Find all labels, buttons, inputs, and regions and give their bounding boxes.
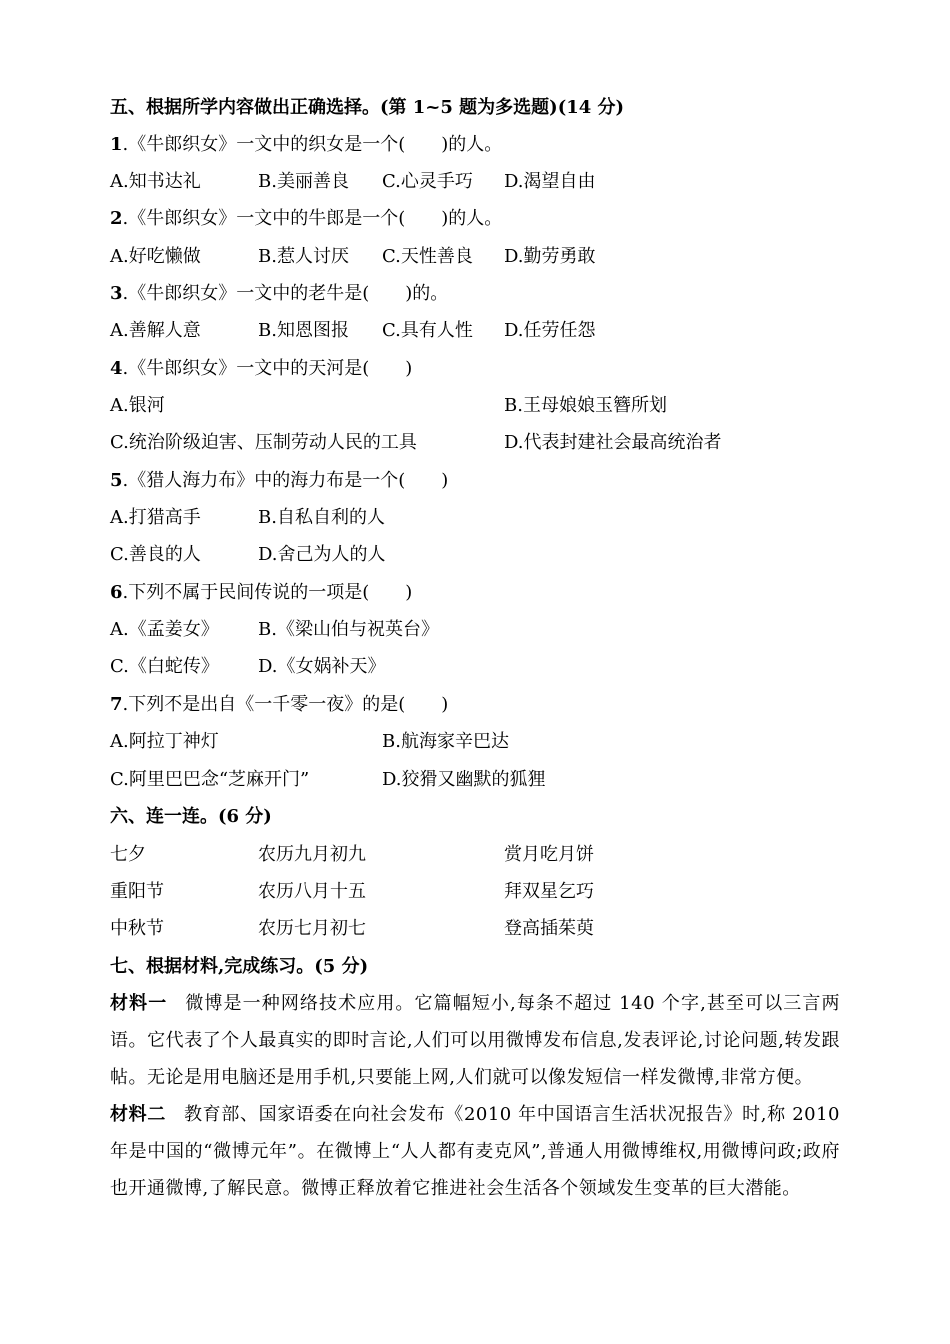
option: D.舍己为人的人 — [258, 544, 386, 565]
option: A.好吃懒做 — [110, 246, 201, 267]
date: 农历九月初九 — [258, 844, 366, 865]
option: B.自私自利的人 — [258, 507, 385, 528]
question-2-options — [110, 242, 840, 272]
festival: 七夕 — [110, 844, 146, 865]
material-2-text: 教育部、国家语委在向社会发布《2010 年中国语言生活状况报告》时,称 2010 年是中国的“微博元年”。在微博上“人人都有麦克风”,普通人用微博维权,用微博问政;政府也开通微博,了解民意。微博正释放着它推进社会生活各个领域发生变革的巨大潜能。 — [110, 1104, 841, 1199]
option: A.打猎高手 — [110, 507, 201, 528]
question-4-options-row2 — [110, 428, 840, 458]
question-6-options-row1 — [110, 615, 840, 645]
question-7 — [110, 690, 448, 720]
material-2-label: 材料二 — [110, 1104, 166, 1125]
date: 农历七月初七 — [258, 918, 366, 939]
question-number: 5 — [110, 470, 123, 491]
question-text: .《牛郎织女》一文中的牛郎是一个( )的人。 — [122, 208, 503, 229]
question-number: 1 — [110, 134, 123, 155]
option: B.美丽善良 — [258, 171, 349, 192]
question-text: .下列不属于民间传说的一项是( ) — [122, 582, 413, 603]
question-2 — [110, 204, 502, 234]
option: D.渴望自由 — [504, 171, 596, 192]
question-4 — [110, 354, 412, 384]
question-text: .《猎人海力布》中的海力布是一个( ) — [122, 470, 449, 491]
question-7-options-row2 — [110, 765, 840, 795]
festival: 中秋节 — [110, 918, 164, 939]
option: D.任劳任怨 — [504, 320, 596, 341]
option: B.航海家辛巴达 — [382, 731, 509, 752]
option: A.《孟姜女》 — [110, 619, 219, 640]
custom: 赏月吃月饼 — [504, 844, 594, 865]
option: B.知恩图报 — [258, 320, 349, 341]
question-number: 3 — [110, 283, 123, 304]
question-3 — [110, 279, 448, 309]
question-5 — [110, 466, 448, 496]
matching-row — [110, 877, 840, 907]
question-1-options — [110, 167, 840, 197]
question-number: 4 — [110, 358, 123, 379]
section6-heading: 六、连一连。(6 分) — [110, 806, 272, 827]
question-1 — [110, 130, 502, 160]
question-text: .《牛郎织女》一文中的织女是一个( )的人。 — [122, 134, 503, 155]
option: C.具有人性 — [382, 320, 473, 341]
question-number: 2 — [110, 208, 123, 229]
option: C.阿里巴巴念“芝麻开门” — [110, 769, 310, 790]
matching-row — [110, 914, 840, 944]
option: D.《女娲补天》 — [258, 656, 386, 677]
matching-row — [110, 840, 840, 870]
option: C.天性善良 — [382, 246, 473, 267]
question-5-options-row1 — [110, 503, 840, 533]
option: B.《梁山伯与祝英台》 — [258, 619, 439, 640]
custom: 登高插茱萸 — [504, 918, 594, 939]
question-6-options-row2 — [110, 652, 840, 682]
option: C.《白蛇传》 — [110, 656, 219, 677]
option: C.统治阶级迫害、压制劳动人民的工具 — [110, 432, 417, 453]
option: C.善良的人 — [110, 544, 201, 565]
question-text: .《牛郎织女》一文中的天河是( ) — [122, 358, 413, 379]
option: A.银河 — [110, 395, 165, 416]
question-6 — [110, 578, 412, 608]
question-3-options — [110, 316, 840, 346]
option: A.善解人意 — [110, 320, 201, 341]
question-4-options-row1 — [110, 391, 840, 421]
option: C.心灵手巧 — [382, 171, 473, 192]
section7-heading: 七、根据材料,完成练习。(5 分) — [110, 956, 369, 977]
question-5-options-row2 — [110, 540, 840, 570]
option: A.知书达礼 — [110, 171, 201, 192]
option: A.阿拉丁神灯 — [110, 731, 219, 752]
material-1 — [110, 985, 840, 1096]
option: D.狡猾又幽默的狐狸 — [382, 769, 546, 790]
option: B.惹人讨厌 — [258, 246, 349, 267]
custom: 拜双星乞巧 — [504, 881, 594, 902]
date: 农历八月十五 — [258, 881, 366, 902]
question-number: 6 — [110, 582, 123, 603]
section5-heading: 五、根据所学内容做出正确选择。(第 1~5 题为多选题)(14 分) — [110, 97, 625, 118]
question-text: .《牛郎织女》一文中的老牛是( )的。 — [122, 283, 449, 304]
question-text: .下列不是出自《一千零一夜》的是( ) — [122, 694, 449, 715]
option: D.勤劳勇敢 — [504, 246, 596, 267]
festival: 重阳节 — [110, 881, 164, 902]
material-1-text: 微博是一种网络技术应用。它篇幅短小,每条不超过 140 个字,甚至可以三言两语。它代表了个人最真实的即时言论,人们可以用微博发布信息,发表评论,讨论问题,转发跟帖。无论是用电脑还是用手机,只要能上网,人们就可以像发短信一样发微博,非常方便。 — [110, 993, 840, 1088]
material-2 — [110, 1096, 840, 1207]
option: B.王母娘娘玉簪所划 — [504, 395, 667, 416]
option: D.代表封建社会最高统治者 — [504, 432, 722, 453]
question-number: 7 — [110, 694, 123, 715]
material-1-label: 材料一 — [110, 993, 168, 1014]
question-7-options-row1 — [110, 727, 840, 757]
